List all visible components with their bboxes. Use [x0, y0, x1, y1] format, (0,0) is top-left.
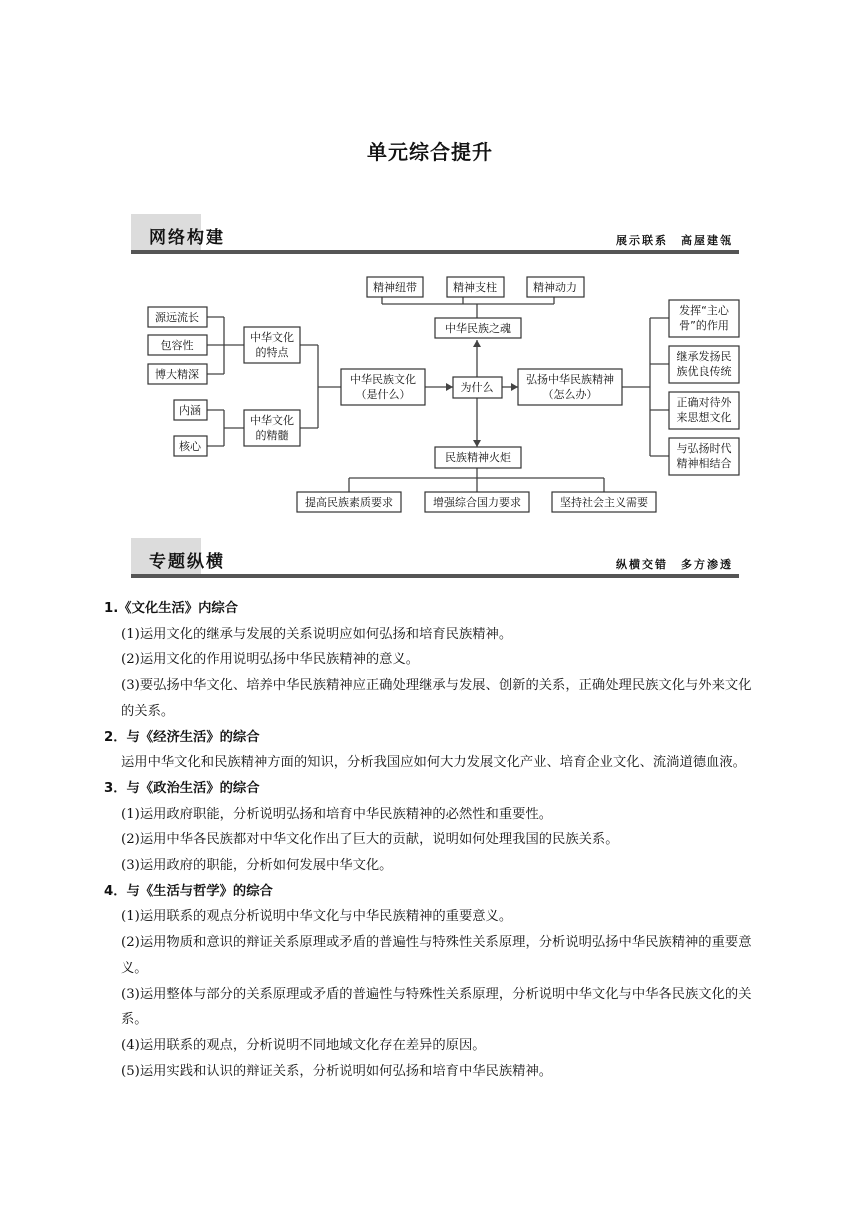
svg-text:内涵: 内涵 — [179, 404, 201, 417]
list-item: (5)运用实践和认识的辩证关系，分析说明如何弘扬和培育中华民族精神。 — [121, 1063, 553, 1079]
svg-text:来思想文化: 来思想文化 — [676, 411, 732, 424]
top-box-spiritual-bond — [367, 277, 423, 297]
svg-text:中华文化: 中华文化 — [250, 331, 294, 344]
list-item: 运用中华文化和民族精神方面的知识，分析我国应如何大力发展文化产业、培育企业文化、流淌道德血液。 — [121, 755, 746, 771]
page-title: 单元综合提升 — [367, 140, 493, 164]
banner-slogan: 展示联系 高屋建瓴 — [616, 234, 733, 247]
svg-text:族优良传统: 族优良传统 — [676, 365, 732, 378]
list-item: (1)运用政府职能，分析说明弘扬和培育中华民族精神的必然性和重要性。 — [121, 806, 553, 822]
svg-text:精神动力: 精神动力 — [533, 281, 577, 294]
box-promote-spirit — [518, 369, 622, 405]
svg-text:博大精深: 博大精深 — [155, 368, 199, 381]
list-item: (1)运用文化的继承与发展的关系说明应如何弘扬和培育民族精神。 — [121, 626, 513, 642]
list-item: (2)运用物质和意识的辩证关系原理或矛盾的普遍性与特殊性关系原理，分析说明弘扬中华民族精神的重要意义。 — [121, 935, 752, 976]
banner-label: 网络构建 — [149, 228, 225, 248]
svg-text:精神相结合: 精神相结合 — [676, 457, 732, 470]
bottom-box-quality — [297, 492, 401, 512]
svg-text:中华民族文化: 中华民族文化 — [350, 373, 416, 386]
knowledge-network-diagram — [0, 0, 860, 600]
section-philosophy — [104, 879, 760, 1085]
svg-text:精神纽带: 精神纽带 — [373, 281, 417, 294]
list-item: (2)运用文化的作用说明弘扬中华民族精神的意义。 — [121, 652, 420, 668]
box-national-culture — [341, 369, 425, 405]
svg-text:与弘扬时代: 与弘扬时代 — [676, 442, 732, 455]
left-box-profound — [148, 364, 207, 384]
bottom-box-socialism — [552, 492, 656, 512]
box-why — [453, 377, 502, 398]
right-box-backbone — [669, 300, 739, 337]
list-item: (3)要弘扬中华文化、培养中华民族精神应正确处理继承与发展、创新的关系，正确处理民族文化与外来文化的关系。 — [121, 678, 752, 719]
section-political-life — [104, 776, 760, 879]
svg-text:骨”的作用: 骨”的作用 — [679, 319, 729, 332]
box-culture-essence — [244, 410, 300, 446]
svg-text:核心: 核心 — [179, 440, 201, 453]
list-item: (1)运用联系的观点分析说明中华文化与中华民族精神的重要意义。 — [121, 909, 513, 925]
top-box-spiritual-power — [527, 277, 584, 297]
torch-box — [435, 447, 521, 468]
list-item: (3)运用整体与部分的关系原理或矛盾的普遍性与特殊性关系原理，分析说明中华文化与中华各民族文化的关系。 — [121, 986, 752, 1028]
list-item: (4)运用联系的观点，分析说明不同地域文化存在差异的原因。 — [121, 1037, 486, 1053]
svg-text:继承发扬民: 继承发扬民 — [676, 350, 732, 363]
svg-text:（是什么）: （是什么） — [355, 388, 411, 401]
svg-text:为什么: 为什么 — [460, 381, 494, 394]
section-heading: 2．与《经济生活》的综合 — [104, 729, 260, 745]
box-culture-features — [244, 327, 300, 363]
svg-text:的特点: 的特点 — [255, 346, 289, 359]
section-heading: 3．与《政治生活》的综合 — [104, 780, 260, 796]
left-box-inclusiveness — [148, 335, 207, 355]
list-item: (2)运用中华各民族都对中华文化作出了巨大的贡献，说明如何处理我国的民族关系。 — [121, 832, 619, 848]
svg-text:包容性: 包容性 — [160, 339, 194, 352]
svg-text:源远流长: 源远流长 — [155, 311, 199, 324]
right-box-tradition — [669, 346, 739, 383]
right-box-era-spirit — [669, 438, 739, 475]
bottom-box-national-strength — [425, 492, 529, 512]
section-heading: 1.《文化生活》内综合 — [104, 601, 238, 616]
svg-text:弘扬中华民族精神: 弘扬中华民族精神 — [526, 373, 614, 386]
svg-text:增强综合国力要求: 增强综合国力要求 — [433, 496, 521, 509]
svg-text:发挥“主心: 发挥“主心 — [679, 304, 729, 317]
svg-text:坚持社会主义需要: 坚持社会主义需要 — [560, 496, 648, 509]
left-box-connotation — [174, 400, 207, 420]
soul-box — [435, 318, 521, 338]
banner-label: 专题纵横 — [149, 552, 225, 572]
topic-content — [104, 596, 760, 1084]
section-heading: 4．与《生活与哲学》的综合 — [104, 883, 273, 899]
svg-text:精神支柱: 精神支柱 — [453, 281, 497, 294]
right-box-foreign-culture — [669, 392, 739, 429]
left-box-core — [174, 436, 207, 456]
svg-text:正确对待外: 正确对待外 — [676, 396, 732, 409]
section-banner-topics — [131, 538, 739, 580]
banner-rule — [131, 574, 739, 578]
section-cultural-life — [104, 596, 760, 725]
top-box-spiritual-pillar — [447, 277, 504, 297]
svg-text:（怎么办）: （怎么办） — [542, 388, 598, 401]
banner-slogan: 纵横交错 多方渗透 — [616, 558, 733, 571]
section-economic-life — [104, 725, 760, 776]
svg-text:中华文化: 中华文化 — [250, 414, 294, 427]
svg-text:民族精神火炬: 民族精神火炬 — [445, 451, 511, 464]
svg-text:中华民族之魂: 中华民族之魂 — [445, 322, 511, 335]
svg-text:的精髓: 的精髓 — [255, 429, 289, 442]
left-box-long-history — [148, 307, 207, 327]
list-item: (3)运用政府的职能，分析如何发展中华文化。 — [121, 858, 393, 874]
svg-text:提高民族素质要求: 提高民族素质要求 — [305, 496, 393, 509]
